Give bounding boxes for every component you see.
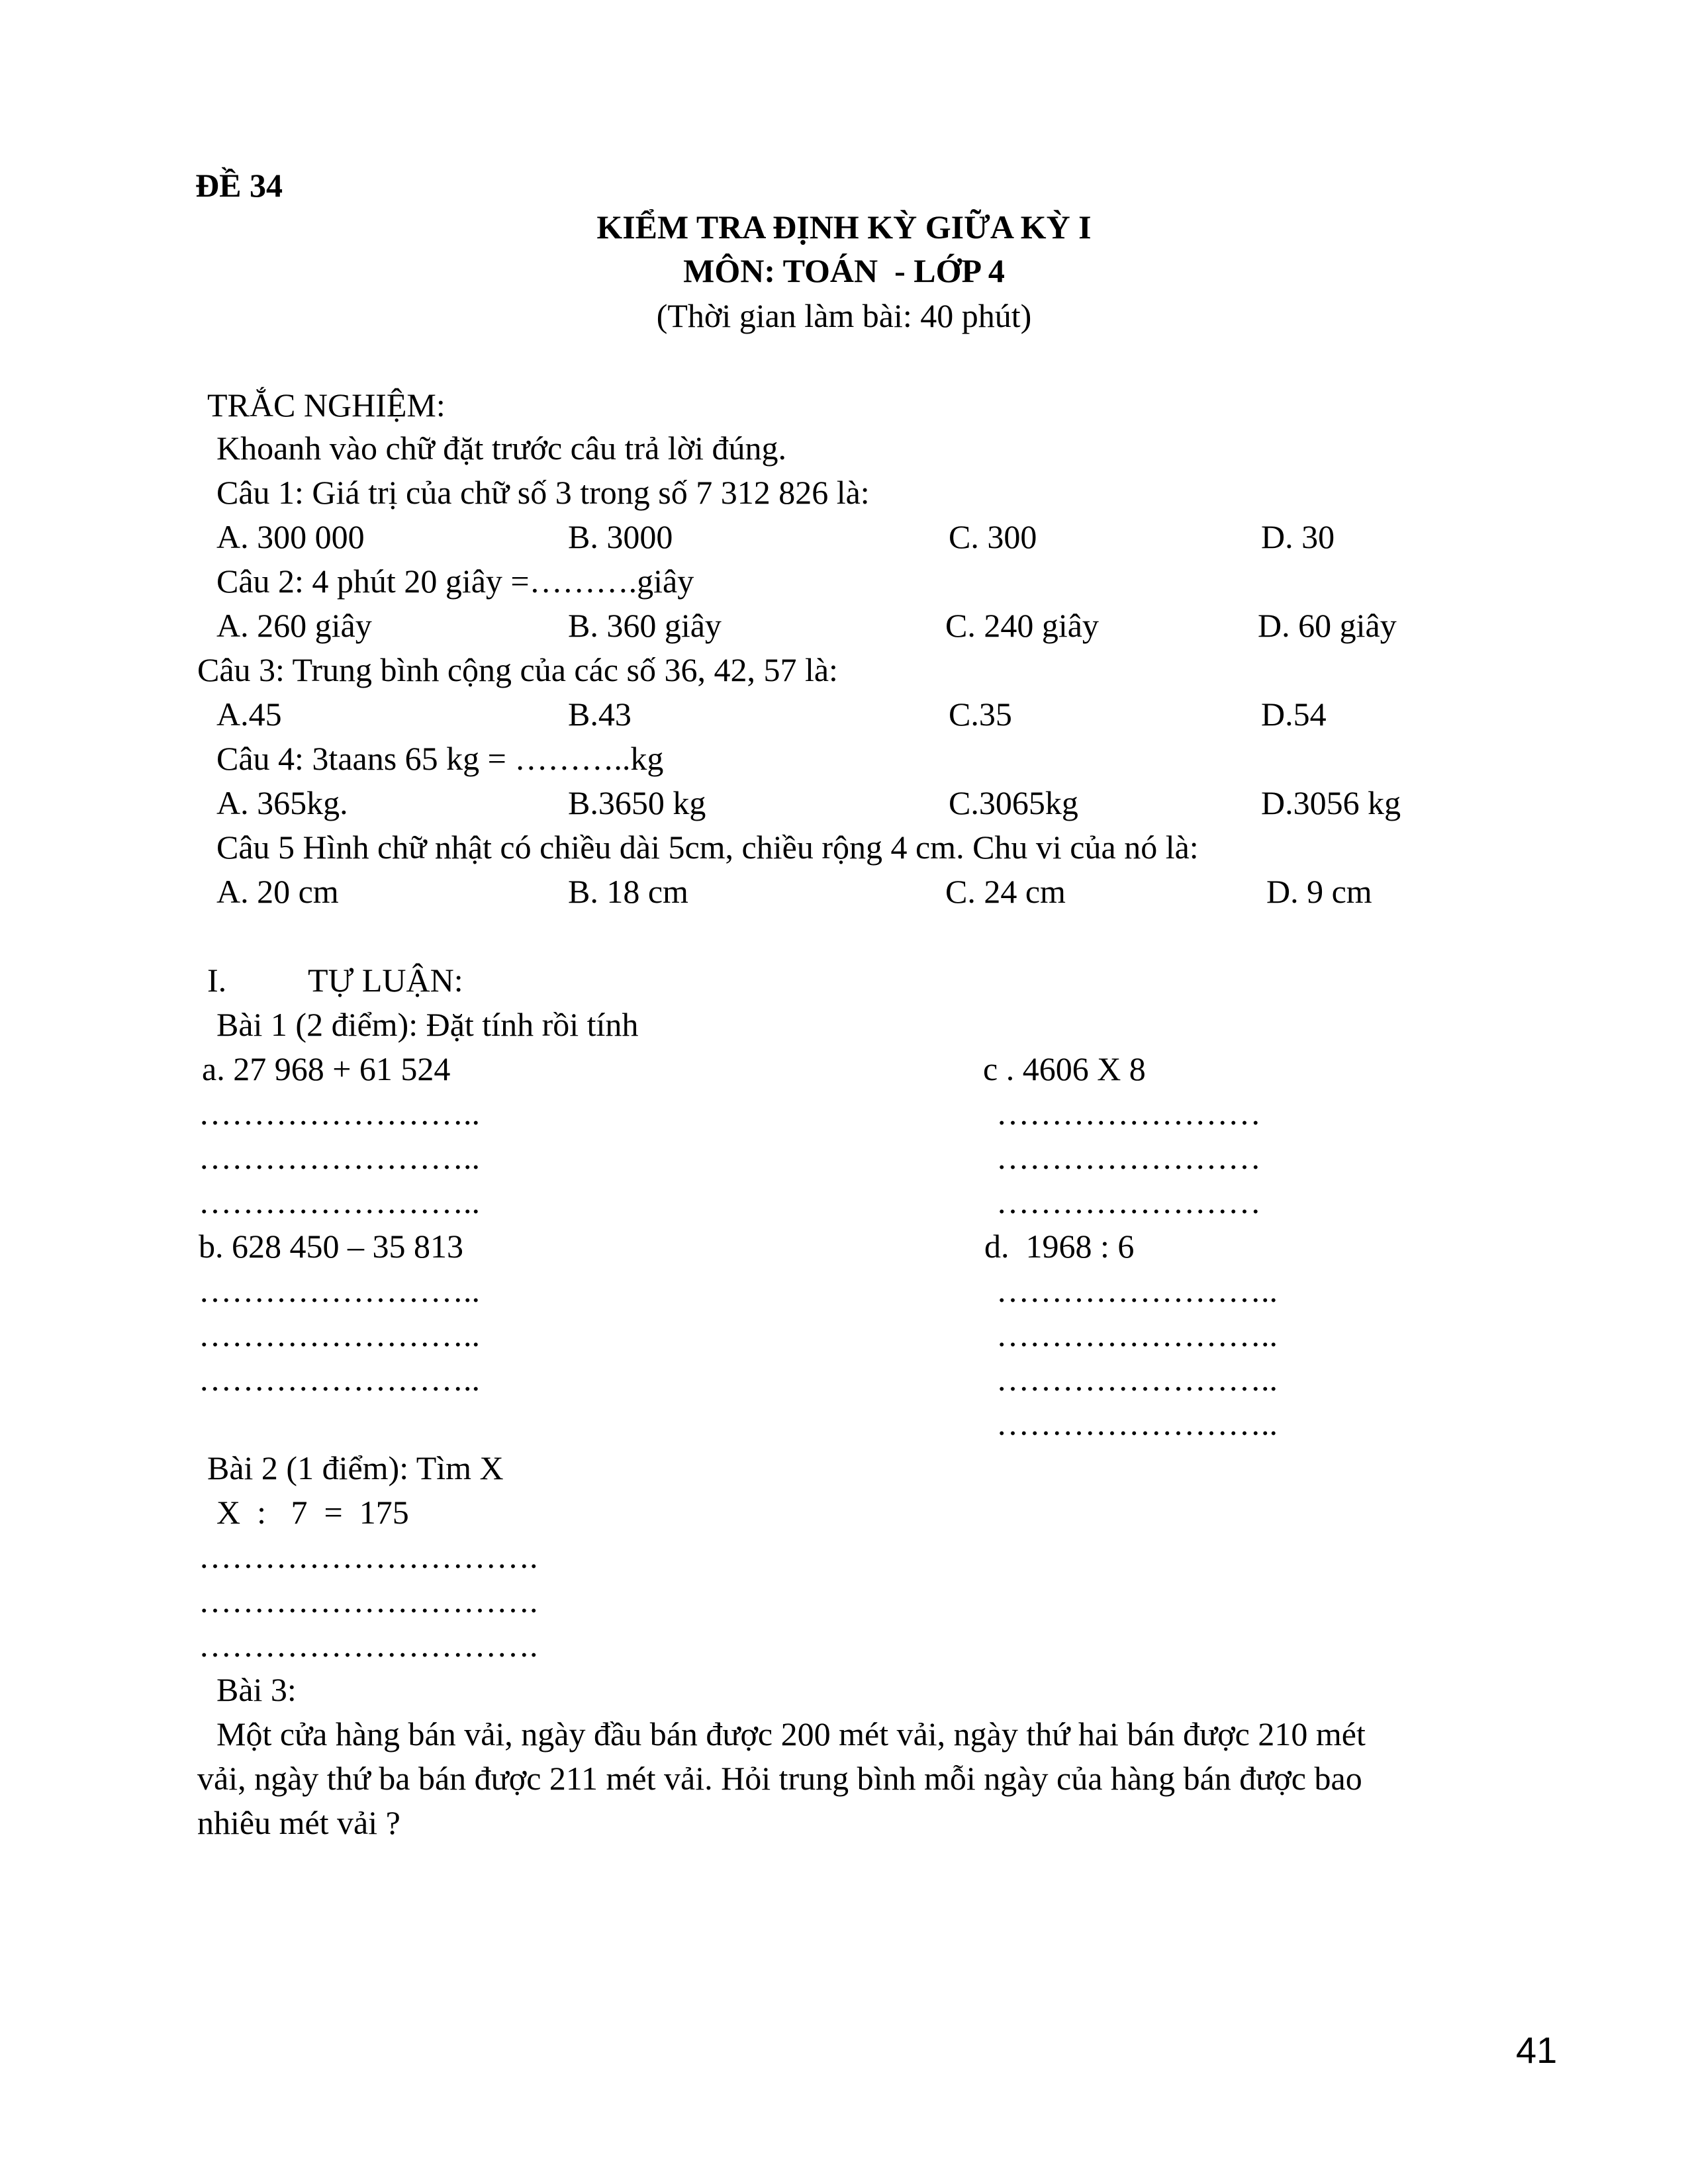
answer-dots: …………………… — [996, 1095, 1261, 1132]
answer-dots: …………………….. — [996, 1316, 1278, 1353]
question-1: Câu 1: Giá trị của chữ số 3 trong số 7 312 826 là: — [216, 474, 870, 511]
bai1-title: Bài 1 (2 điểm): Đặt tính rồi tính — [216, 1006, 639, 1043]
bai1-a: a. 27 968 + 61 524 — [202, 1050, 451, 1087]
q4-option-b: B.3650 kg — [568, 784, 706, 821]
bai3-title: Bài 3: — [216, 1671, 297, 1708]
exam-time: (Thời gian làm bài: 40 phút) — [656, 297, 1032, 334]
answer-dots: …………………….. — [199, 1361, 480, 1398]
answer-dots: …………………….. — [199, 1272, 480, 1309]
essay-number: I. — [207, 962, 227, 999]
essay-heading: TỰ LUẬN: — [308, 962, 463, 999]
q5-option-d: D. 9 cm — [1266, 873, 1372, 910]
q2-option-b: B. 360 giây — [568, 607, 722, 644]
q3-option-a: A.45 — [216, 696, 282, 733]
bai2-title: Bài 2 (1 điểm): Tìm X — [207, 1449, 504, 1486]
answer-dots: …………………….. — [199, 1183, 480, 1220]
answer-dots: …………………………. — [199, 1627, 538, 1664]
answer-dots: …………………….. — [996, 1272, 1278, 1309]
question-2: Câu 2: 4 phút 20 giây =……….giây — [216, 563, 694, 600]
q3-option-d: D.54 — [1261, 696, 1327, 733]
q1-option-b: B. 3000 — [568, 518, 673, 555]
q3-option-b: B.43 — [568, 696, 632, 733]
bai1-c: c . 4606 X 8 — [983, 1050, 1146, 1087]
bai3-text-line: nhiêu mét vải ? — [197, 1804, 400, 1841]
q4-option-c: C.3065kg — [949, 784, 1078, 821]
answer-dots: …………………….. — [199, 1316, 480, 1353]
q4-option-a: A. 365kg. — [216, 784, 348, 821]
mc-instruction: Khoanh vào chữ đặt trước câu trả lời đúng. — [216, 430, 786, 467]
question-4: Câu 4: 3taans 65 kg = ………..kg — [216, 740, 664, 777]
answer-dots: …………………….. — [996, 1405, 1278, 1442]
page-number: 41 — [1516, 2029, 1558, 2071]
q4-option-d: D.3056 kg — [1261, 784, 1401, 821]
question-5: Câu 5 Hình chữ nhật có chiều dài 5cm, chiều rộng 4 cm. Chu vi của nó là: — [216, 829, 1199, 866]
bai2-equation: X : 7 = 175 — [216, 1494, 409, 1531]
bai1-d: d. 1968 : 6 — [984, 1228, 1135, 1265]
answer-dots: …………………….. — [996, 1361, 1278, 1398]
answer-dots: …………………………. — [199, 1538, 538, 1575]
mc-heading: TRẮC NGHIỆM: — [207, 387, 445, 424]
answer-dots: …………………… — [996, 1183, 1261, 1220]
q5-option-c: C. 24 cm — [945, 873, 1066, 910]
bai1-b: b. 628 450 – 35 813 — [199, 1228, 463, 1265]
answer-dots: …………………….. — [199, 1095, 480, 1132]
answer-dots: …………………………. — [199, 1582, 538, 1619]
answer-dots: …………………….. — [199, 1139, 480, 1176]
exam-number: ĐỀ 34 — [195, 167, 283, 204]
q2-option-a: A. 260 giây — [216, 607, 372, 644]
question-3: Câu 3: Trung bình cộng của các số 36, 42, 57 là: — [197, 651, 838, 688]
q1-option-d: D. 30 — [1261, 518, 1335, 555]
bai3-text-line: Một cửa hàng bán vải, ngày đầu bán được 200 mét vải, ngày thứ hai bán được 210 mét — [216, 1715, 1366, 1752]
q1-option-c: C. 300 — [949, 518, 1037, 555]
exam-title: KIỂM TRA ĐỊNH KỲ GIỮA KỲ I — [596, 208, 1092, 246]
q3-option-c: C.35 — [949, 696, 1012, 733]
bai3-text-line: vải, ngày thứ ba bán được 211 mét vải. Hỏi trung bình mỗi ngày của hàng bán được bao — [197, 1760, 1362, 1797]
q2-option-c: C. 240 giây — [945, 607, 1099, 644]
exam-subject: MÔN: TOÁN - LỚP 4 — [683, 252, 1005, 289]
q5-option-a: A. 20 cm — [216, 873, 339, 910]
q1-option-a: A. 300 000 — [216, 518, 365, 555]
q5-option-b: B. 18 cm — [568, 873, 688, 910]
q2-option-d: D. 60 giây — [1258, 607, 1397, 644]
answer-dots: …………………… — [996, 1139, 1261, 1176]
